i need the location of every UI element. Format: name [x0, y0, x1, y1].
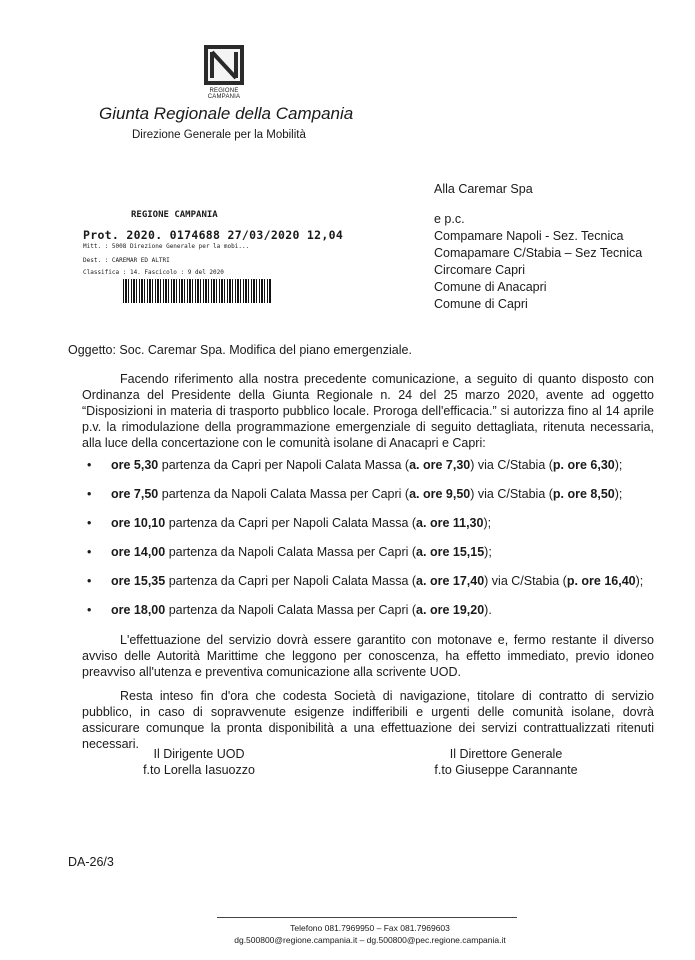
- organization-name: Giunta Regionale della Campania: [99, 104, 354, 123]
- body-paragraph: [82, 688, 654, 752]
- paragraph-text: Resta inteso fin d'ora che codesta Società di navigazione, titolare di contratto di servizio pubblico, in caso di sopravvenute esigenze indifferibili e urgenti delle comunità isolane, dovrà assicurare comunque la pronta disponibilità a una effettuazione dei servizi contrattualizzati ritenuti necessari.: [82, 689, 654, 751]
- intro-text: Facendo riferimento alla nostra precedente comunicazione, a seguito di quanto disposto con Ordinanza del Presidente della Giunta Regionale n. 24 del 25 marzo 2020, avente ad oggetto “Disposizioni in materia di trasporto pubblico locale. Proroga dell'efficacia.” si autorizza fino al 14 aprile p.v. la rimodulazione della programmazione emergenziale di seguito dettagliata, ritenuta necessaria, alla luce della concertazione con le comunità isolane di Anacapri e Capri:: [82, 372, 654, 450]
- footer-divider: [217, 917, 517, 918]
- footer-phone: Telefono 081.7969950 – Fax 081.7969603: [290, 923, 450, 933]
- bullet-icon: •: [87, 487, 92, 501]
- bullet-icon: •: [87, 574, 92, 588]
- cc-recipient: Compamare Napoli - Sez. Tecnica: [434, 229, 624, 243]
- bullet-icon: •: [87, 458, 92, 472]
- cc-recipient: Comune di Anacapri: [434, 280, 547, 294]
- footer: [200, 922, 540, 946]
- cc-recipient: Comapamare C/Stabia – Sez Tecnica: [434, 246, 643, 260]
- recipient-main: Alla Caremar Spa: [434, 182, 533, 196]
- body-paragraph: [82, 632, 654, 680]
- protocol-number: Prot. 2020. 0174688 27/03/2020 12,04: [83, 228, 344, 242]
- stamp-heading: REGIONE CAMPANIA: [131, 210, 218, 220]
- bullet-icon: •: [87, 516, 92, 530]
- subject-line: Oggetto: Soc. Caremar Spa. Modifica del piano emergenziale.: [68, 343, 412, 357]
- bullet-icon: •: [87, 545, 92, 559]
- signature-title: Il Direttore Generale: [449, 747, 563, 761]
- barcode: [123, 279, 271, 303]
- department-name: Direzione Generale per la Mobilità: [132, 129, 306, 141]
- stamp-sender: Mitt. : 5008 Direzione Generale per la mobi...: [83, 243, 250, 250]
- bullet-icon: •: [87, 603, 92, 617]
- stamp-recipient: Dest. : CAREMAR ED ALTRI: [83, 257, 170, 264]
- logo-caption: REGIONE CAMPANIA: [207, 88, 241, 100]
- regione-campania-logo: [203, 44, 245, 92]
- document-reference: DA-26/3: [68, 855, 114, 869]
- signature-title: Il Dirigente UOD: [153, 747, 245, 761]
- signature-right: [432, 746, 580, 778]
- cc-label: e p.c.: [434, 212, 465, 226]
- signature-name: f.to Lorella Iasuozzo: [143, 763, 255, 777]
- cc-recipient: Comune di Capri: [434, 297, 528, 311]
- signature-name: f.to Giuseppe Carannante: [434, 763, 578, 777]
- paragraph-text: L'effettuazione del servizio dovrà essere garantito con motonave e, fermo restante il diverso avviso delle Autorità Marittime che leggono per conoscenza, ha effetto immediato, previo idoneo preavviso all'utenza e preventiva comunicazione alla scrivente UOD.: [82, 633, 654, 679]
- footer-email: dg.500800@regione.campania.it – dg.500800@pec.regione.campania.it: [234, 935, 506, 945]
- cc-recipient: Circomare Capri: [434, 263, 525, 277]
- intro-paragraph: [82, 371, 654, 451]
- stamp-classification: Classifica : 14. Fascicolo : 9 del 2020: [83, 269, 224, 276]
- signature-left: [138, 746, 260, 778]
